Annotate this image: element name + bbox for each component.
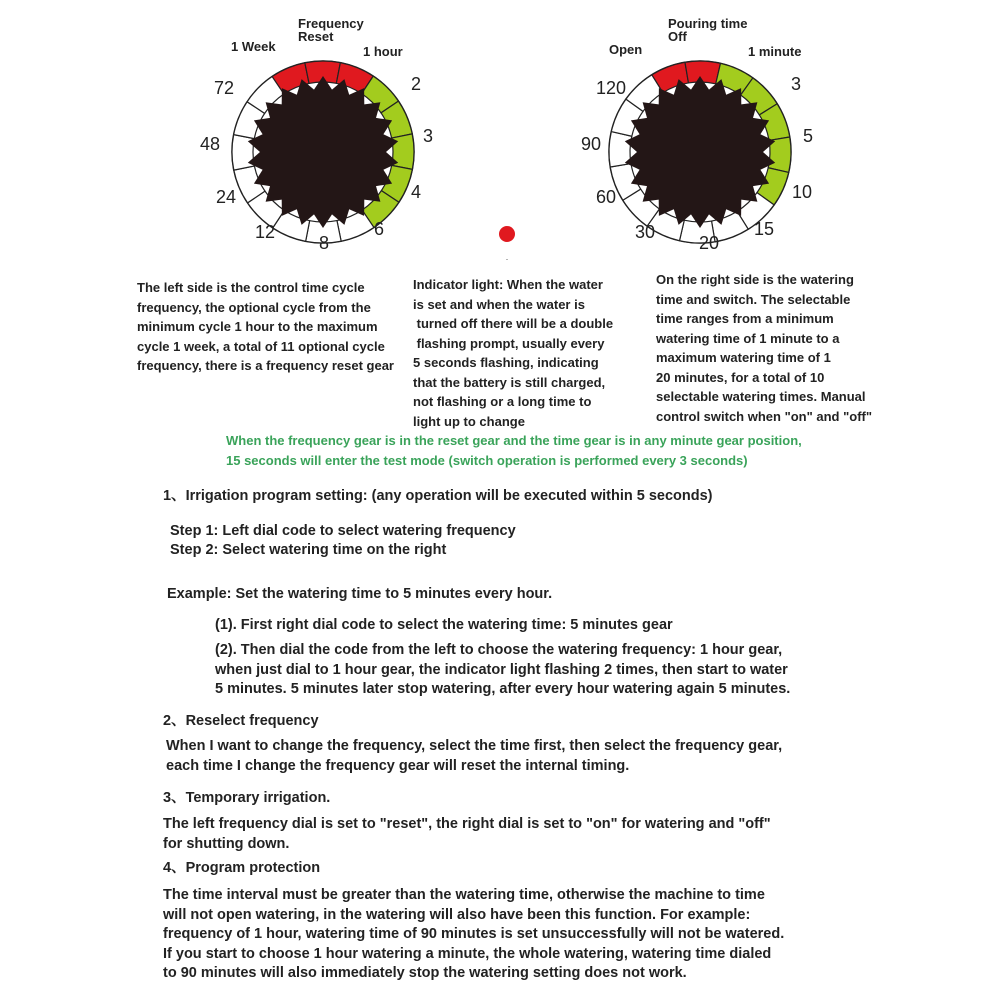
left-frequency-dial xyxy=(232,61,414,243)
left-dial-left-label: 1 Week xyxy=(231,39,276,54)
section-3-heading: 3、Temporary irrigation. xyxy=(163,790,331,806)
right-dial-number: 3 xyxy=(790,74,802,94)
left-dial-right-label: 1 hour xyxy=(363,44,403,59)
left-dial-number: 2 xyxy=(410,74,422,94)
test-mode-note: When the frequency gear is in the reset gear and the time gear is in any minute gear position, 15 seconds will enter the test mode (switch operation is performed every 3 seconds) xyxy=(226,433,802,468)
right-dial-number: 20 xyxy=(698,233,720,253)
section-2-heading: 2、Reselect frequency xyxy=(163,713,319,729)
left-dial-number: 72 xyxy=(213,78,235,98)
right-dial-description: On the right side is the watering time and switch. The selectable time ranges from a minimum watering time of 1 minute to a maximum watering time of 1 20 minutes, for a total of 10 selectable watering times. Manual control switch when "on" and "off" xyxy=(656,272,873,424)
dials-diagram xyxy=(0,0,1000,260)
step-1-text: Step 1: Left dial code to select watering frequency xyxy=(170,523,516,539)
right-dial-number: 120 xyxy=(595,78,627,98)
right-dial-number: 60 xyxy=(595,187,617,207)
step-2-text: Step 2: Select watering time on the right xyxy=(170,542,447,558)
left-dial-number: 48 xyxy=(199,134,221,154)
example-step-1: (1). First right dial code to select the watering time: 5 minutes gear xyxy=(215,617,673,633)
indicator-light xyxy=(499,226,515,242)
right-dial-number: 15 xyxy=(753,219,775,239)
left-dial-number: 8 xyxy=(318,233,330,253)
section-4-heading: 4、Program protection xyxy=(163,860,321,876)
section-4-text: The time interval must be greater than the watering time, otherwise the machine to time will not open watering, in the watering will also have been this function. For example: frequency of 1 hour, watering time of 90 minutes is set unsuccessfully will not be watered. If you start to choose 1 hour watering a minute, the whole watering, watering time dialed to 90 minutes will also immediately stop the watering setting does not work. xyxy=(163,887,785,981)
left-dial-number: 24 xyxy=(215,187,237,207)
left-dial-number: 4 xyxy=(410,182,422,202)
indicator-light-description: Indicator light: When the water is set and when the water is turned off there will be a double flashing prompt, usually every 5 seconds flashing, indicating that the battery is still charged, not flashing or a long time to light up to change xyxy=(413,277,614,429)
left-dial-number: 12 xyxy=(254,222,276,242)
right-dial-number: 5 xyxy=(802,126,814,146)
right-dial-right-label: 1 minute xyxy=(748,44,802,59)
section-3-text: The left frequency dial is set to "reset", the right dial is set to "on" for watering and "off" for shutting down. xyxy=(163,816,771,852)
example-text: Example: Set the watering time to 5 minutes every hour. xyxy=(167,586,553,602)
left-dial-top-label: Frequency Reset xyxy=(298,16,364,44)
section-1-heading: 1、Irrigation program setting: (any operation will be executed within 5 seconds) xyxy=(163,488,713,504)
right-dial-left-label: Open xyxy=(609,42,643,57)
right-dial-number: 90 xyxy=(580,134,602,154)
right-watering-time-dial xyxy=(609,61,791,243)
left-dial-number: 3 xyxy=(422,126,434,146)
indicator-pointer-icon xyxy=(499,259,515,260)
left-dial-number: 6 xyxy=(373,219,385,239)
right-dial-number: 10 xyxy=(791,182,813,202)
right-dial-top-label: Pouring time Off xyxy=(668,16,748,44)
left-dial-description: The left side is the control time cycle frequency, the optional cycle from the minimum cycle 1 hour to the maximum cycle 1 week, a total of 11 optional cycle frequency, there is a frequency reset gear xyxy=(137,280,394,373)
example-step-2: (2). Then dial the code from the left to choose the watering frequency: 1 hour gear, when just dial to 1 hour gear, the indicator light flashing 2 times, then start to water 5 minutes. 5 minutes later stop watering, after every hour watering again 5 minutes. xyxy=(215,642,791,697)
right-dial-number: 30 xyxy=(634,222,656,242)
section-2-text: When I want to change the frequency, select the time first, then select the frequency gear, each time I change the frequency gear will reset the internal timing. xyxy=(166,738,783,774)
